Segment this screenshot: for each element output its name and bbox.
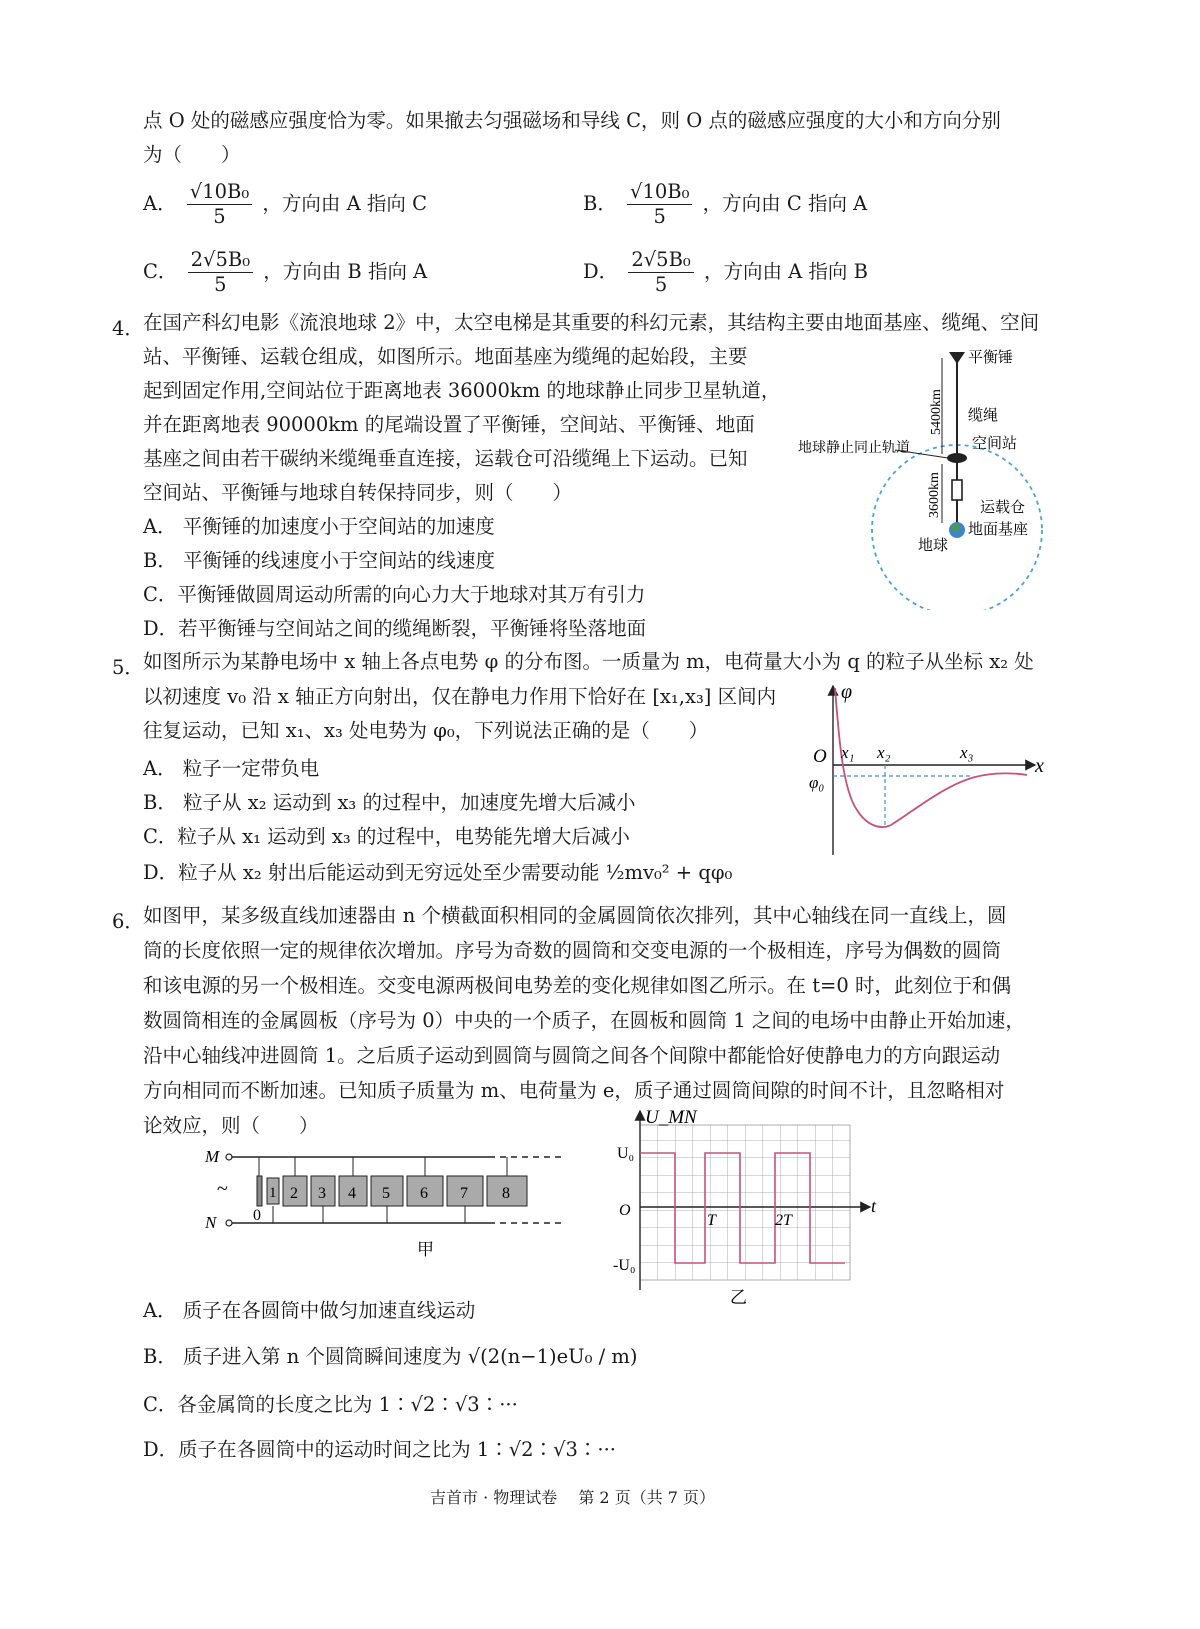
q5-option-d: D．粒子从 x₂ 射出后能运动到无穷远处至少需要动能 ½mv₀² + qφ₀ xyxy=(143,861,733,884)
tube-2-label: 2 xyxy=(290,1185,298,1202)
space-elevator-diagram xyxy=(790,340,1060,610)
q4-option-b: B． 平衡锤的线速度小于空间站的线速度 xyxy=(143,549,496,572)
q4-option-a: A． 平衡锤的加速度小于空间站的加速度 xyxy=(143,515,495,538)
tube-4-label: 4 xyxy=(348,1185,356,1202)
q3-option-c: C． $\frac{\text{2√5B₀}}{5}$ ，方向由 B 指向 A xyxy=(143,248,428,296)
x2-label: x₂ xyxy=(877,743,891,762)
q4-stem-line4: 并在距离地表 90000km 的尾端设置了平衡锤，空间站、平衡锤、地面 xyxy=(143,413,755,436)
q6-stem-line6: 方向相同而不断加速。已知质子质量为 m、电荷量为 e，质子通过圆筒间隙的时间不计，且忽略相对 xyxy=(143,1079,1005,1102)
q5-option-a: A． 粒子一定带负电 xyxy=(143,757,320,780)
label-cable: 缆绳 xyxy=(968,408,999,424)
t-axis-label: t xyxy=(871,1196,877,1216)
accelerator-diagram xyxy=(195,1140,575,1265)
q6-stem-line3: 和该电源的另一个极相连。交变电源两极间电势差的变化规律如图乙所示。在 t=0 时，此刻位于和偶 xyxy=(143,974,1011,997)
label-carrier: 运载仓 xyxy=(980,500,1026,516)
tube-8-label: 8 xyxy=(502,1185,510,1202)
x3-label: x₃ xyxy=(960,743,974,762)
label-earth: 地球 xyxy=(918,538,949,554)
q3-stem-line2: 为（ ） xyxy=(143,143,241,166)
label-3600km: 3600km xyxy=(927,472,942,518)
phi-curve xyxy=(835,688,1027,827)
tube-1-label: 1 xyxy=(269,1185,277,1201)
waveform-grid xyxy=(640,1125,850,1280)
tube-7-label: 7 xyxy=(460,1185,468,1202)
q5-option-c: C．粒子从 x₁ 运动到 x₃ 的过程中，电势能先增大后减小 xyxy=(143,825,630,848)
x1-label: x₁ xyxy=(841,743,855,762)
q5-stem-line1: 如图所示为某静电场中 x 轴上各点电势 φ 的分布图。一质量为 m，电荷量大小为 q 的粒子从坐标 x₂ 处 xyxy=(143,650,1034,673)
figure-yi-caption: 乙 xyxy=(730,1288,747,1307)
q6-option-c: C．各金属筒的长度之比为 1∶√2∶√3∶··· xyxy=(143,1393,518,1416)
t-label: T xyxy=(707,1212,716,1229)
2t-label: 2T xyxy=(775,1212,792,1229)
phi-axis-label: φ xyxy=(841,681,853,703)
q4-stem-line1: 在国产科幻电影《流浪地球 2》中，太空电梯是其重要的科幻元素，其结构主要由地面基座、缆绳、空间 xyxy=(143,311,1040,334)
plate-0-label: 0 xyxy=(253,1207,261,1224)
origin-label: O xyxy=(813,746,827,767)
label-base: 地面基座 xyxy=(968,522,1029,538)
label-5400km: 5400km xyxy=(929,389,944,435)
tube-5-label: 5 xyxy=(382,1185,390,1202)
neg-u0-label: -U₀ xyxy=(613,1257,636,1274)
q6-stem-line4: 数圆筒相连的金属圆板（序号为 0）中央的一个质子，在圆板和圆筒 1 之间的电场中由静止开始加速， xyxy=(143,1009,1025,1032)
u-axis-label: U_MN xyxy=(645,1107,697,1128)
phi0-label: φ₀ xyxy=(809,773,825,792)
voltage-waveform xyxy=(605,1105,890,1310)
q5-stem-line3: 往复运动，已知 x₁、x₃ 处电势为 φ₀，下列说法正确的是（ ） xyxy=(143,719,709,742)
q6-stem-line7: 论效应，则（ ） xyxy=(143,1114,319,1137)
q3-option-a: A． $\frac{\text{√10B₀}}{5}$ ，方向由 A 指向 C xyxy=(143,180,427,228)
q4-stem-line5: 基座之间由若干碳纳米缆绳垂直连接，运载仓可沿缆绳上下运动。已知 xyxy=(143,447,748,470)
u0-label: U₀ xyxy=(617,1145,635,1162)
q6-stem-line5: 沿中心轴线冲进圆筒 1。之后质子运动到圆筒与圆筒之间各个间隙中都能恰好使静电力的方向跟运动 xyxy=(143,1044,1001,1067)
q6-option-d: D．质子在各圆筒中的运动时间之比为 1∶√2∶√3∶··· xyxy=(143,1438,616,1461)
q3-option-b: B． $\frac{\text{√10B₀}}{5}$ ，方向由 C 指向 A xyxy=(583,180,868,228)
q6-stem-line2: 筒的长度依照一定的规律依次增加。序号为奇数的圆筒和交变电源的一个极相连，序号为偶数的圆筒 xyxy=(143,939,1002,962)
q4-stem-line2: 站、平衡锤、运载仓组成，如图所示。地面基座为缆绳的起始段，主要 xyxy=(143,345,748,368)
label-station: 空间站 xyxy=(972,436,1018,452)
q4-option-c: C．平衡锤做圆周运动所需的向心力大于地球对其万有引力 xyxy=(143,583,646,606)
tube-3-label: 3 xyxy=(318,1185,326,1202)
potential-graph xyxy=(805,680,1050,860)
carrier-icon xyxy=(952,480,962,500)
q4-stem-line3: 起到固定作用,空间站位于距离地表 36000km 的地球静止同步卫星轨道， xyxy=(143,379,781,402)
plate-0 xyxy=(257,1176,262,1206)
terminal-m-label: M xyxy=(205,1147,220,1166)
q6-option-b: B． 质子进入第 n 个圆筒瞬间速度为 √(2(n−1)eU₀ / m) xyxy=(143,1345,638,1368)
q6-number: 6． xyxy=(112,910,144,933)
q4-stem-line6: 空间站、平衡锤与地球自转保持同步，则（ ） xyxy=(143,481,573,504)
terminal-n-label: N xyxy=(205,1213,217,1232)
page-footer: 吉首市 · 物理试卷 第 2 页（共 7 页） xyxy=(430,1488,716,1507)
q6-option-a: A． 质子在各圆筒中做匀加速直线运动 xyxy=(143,1299,476,1322)
label-orbit: 地球静止同止轨道 xyxy=(798,441,910,456)
q3-stem-line1: 点 O 处的磁感应强度恰为零。如果撤去匀强磁场和导线 C，则 O 点的磁感应强度的大小和方向分别 xyxy=(143,109,1001,132)
label-counterweight: 平衡锤 xyxy=(968,350,1014,366)
ac-source-symbol: ~ xyxy=(217,1178,228,1200)
x-axis-label: x xyxy=(1035,755,1044,777)
tube-6-label: 6 xyxy=(420,1185,428,1202)
q5-option-b: B． 粒子从 x₂ 运动到 x₃ 的过程中，加速度先增大后减小 xyxy=(143,791,636,814)
origin-label-yi: O xyxy=(619,1202,631,1219)
drift-tubes xyxy=(267,1176,527,1206)
q5-number: 5． xyxy=(112,656,144,679)
figure-jia-caption: 甲 xyxy=(417,1240,434,1259)
space-station-icon xyxy=(947,453,967,463)
q3-option-d: D． $\frac{\text{2√5B₀}}{5}$ ，方向由 A 指向 B xyxy=(583,248,868,296)
q5-stem-line2: 以初速度 v₀ 沿 x 轴正方向射出，仅在静电力作用下恰好在 [x₁,x₃] 区间内 xyxy=(143,685,777,708)
q4-number: 4． xyxy=(112,317,144,340)
counterweight-icon xyxy=(949,352,965,364)
q6-stem-line1: 如图甲，某多级直线加速器由 n 个横截面积相同的金属圆筒依次排列，其中心轴线在同一直线上，圆 xyxy=(143,904,1007,927)
q4-option-d: D．若平衡锤与空间站之间的缆绳断裂，平衡锤将坠落地面 xyxy=(143,617,647,640)
